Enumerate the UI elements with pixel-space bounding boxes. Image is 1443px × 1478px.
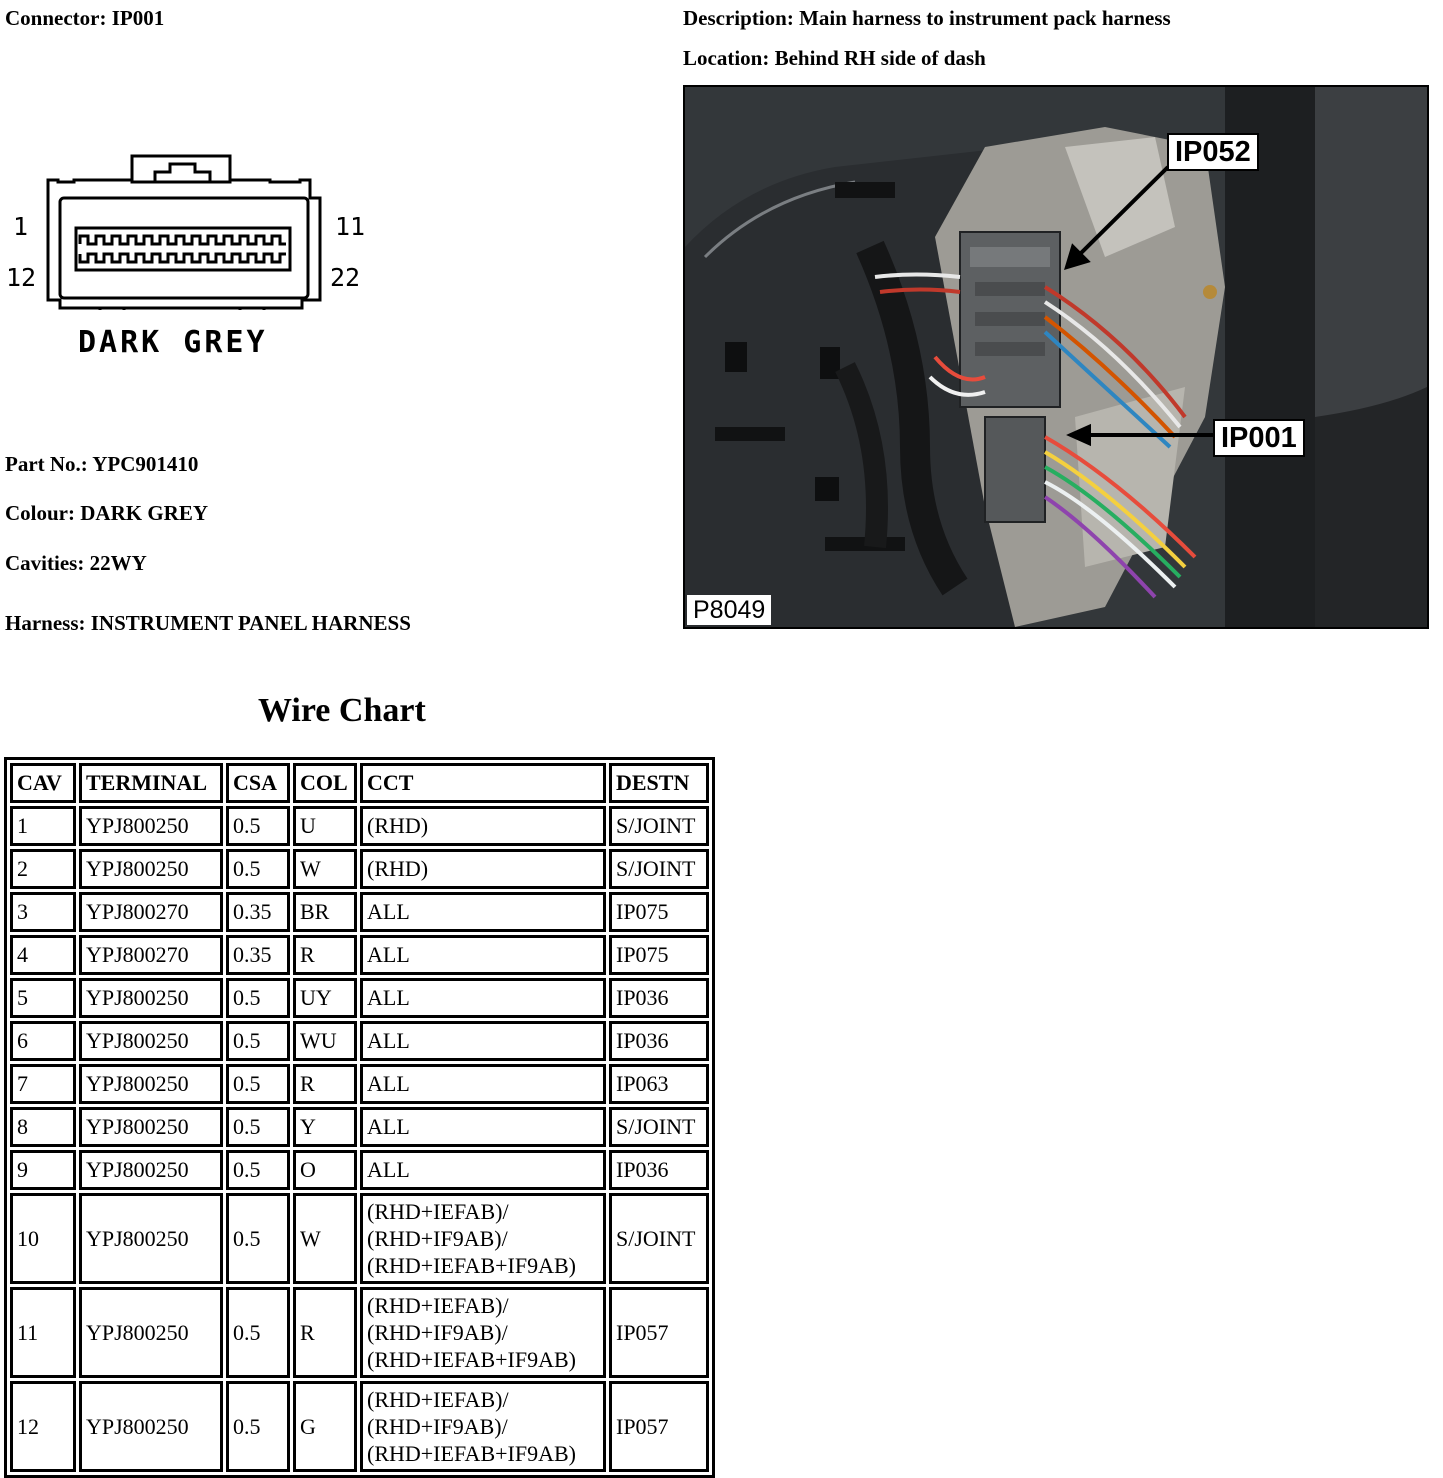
cell-terminal: YPJ800250 [79, 1064, 223, 1104]
table-row [10, 1064, 709, 1104]
table-row [10, 1193, 709, 1284]
cell-destn: S/JOINT [609, 849, 709, 889]
cell-col: UY [293, 978, 357, 1018]
table-row [10, 892, 709, 932]
table-row [10, 1150, 709, 1190]
cell-cct: (RHD+IEFAB)/ (RHD+IF9AB)/ (RHD+IEFAB+IF9AB) [360, 1287, 606, 1378]
cell-cct: (RHD) [360, 849, 606, 889]
cell-cav: 11 [10, 1287, 76, 1378]
cell-csa: 0.5 [226, 978, 290, 1018]
wire-chart-table [4, 757, 715, 1478]
cell-destn: IP036 [609, 978, 709, 1018]
cell-terminal: YPJ800270 [79, 935, 223, 975]
pin-label-top-left: 1 [13, 212, 29, 241]
cell-csa: 0.5 [226, 1064, 290, 1104]
cell-cct: (RHD) [360, 806, 606, 846]
cell-destn: IP036 [609, 1150, 709, 1190]
cell-terminal: YPJ800250 [79, 1287, 223, 1378]
cell-terminal: YPJ800250 [79, 1021, 223, 1061]
connector-description: Description: Main harness to instrument pack harness [683, 6, 1171, 30]
callout-ip001: IP001 [1213, 419, 1305, 457]
cell-col: R [293, 1287, 357, 1378]
table-row [10, 1287, 709, 1378]
connector-diagram [0, 150, 400, 380]
cell-csa: 0.5 [226, 806, 290, 846]
cell-cav: 6 [10, 1021, 76, 1061]
table-row [10, 806, 709, 846]
cell-cav: 2 [10, 849, 76, 889]
photo-reference: P8049 [687, 595, 771, 625]
table-row [10, 849, 709, 889]
cell-cct: ALL [360, 1064, 606, 1104]
pin-label-bottom-left: 12 [6, 263, 37, 292]
cell-destn: IP075 [609, 935, 709, 975]
cell-terminal: YPJ800270 [79, 892, 223, 932]
cell-cav: 12 [10, 1381, 76, 1472]
table-row [10, 978, 709, 1018]
cell-cav: 1 [10, 806, 76, 846]
header-cav: CAV [10, 763, 76, 803]
cell-cav: 8 [10, 1107, 76, 1147]
harness-field: Harness: INSTRUMENT PANEL HARNESS [5, 611, 411, 635]
cell-cct: (RHD+IEFAB)/ (RHD+IF9AB)/ (RHD+IEFAB+IF9AB) [360, 1381, 606, 1472]
cell-terminal: YPJ800250 [79, 849, 223, 889]
cell-col: BR [293, 892, 357, 932]
cell-csa: 0.5 [226, 1287, 290, 1378]
header-col: COL [293, 763, 357, 803]
photo-illustration [685, 87, 1427, 627]
connector-location: Location: Behind RH side of dash [683, 46, 986, 70]
cell-cct: (RHD+IEFAB)/ (RHD+IF9AB)/ (RHD+IEFAB+IF9AB) [360, 1193, 606, 1284]
cell-terminal: YPJ800250 [79, 978, 223, 1018]
cell-col: G [293, 1381, 357, 1472]
cell-csa: 0.5 [226, 1193, 290, 1284]
cell-col: O [293, 1150, 357, 1190]
cell-cav: 4 [10, 935, 76, 975]
part-number: Part No.: YPC901410 [5, 452, 199, 476]
cell-csa: 0.35 [226, 935, 290, 975]
table-row [10, 1107, 709, 1147]
cell-terminal: YPJ800250 [79, 1381, 223, 1472]
cell-destn: IP036 [609, 1021, 709, 1061]
cell-cct: ALL [360, 1150, 606, 1190]
cell-cct: ALL [360, 978, 606, 1018]
cell-csa: 0.5 [226, 1150, 290, 1190]
cell-cav: 10 [10, 1193, 76, 1284]
header-destn: DESTN [609, 763, 709, 803]
cell-terminal: YPJ800250 [79, 806, 223, 846]
colour-field: Colour: DARK GREY [5, 501, 208, 525]
cell-csa: 0.5 [226, 1021, 290, 1061]
cell-col: W [293, 849, 357, 889]
cell-cct: ALL [360, 935, 606, 975]
header-terminal: TERMINAL [79, 763, 223, 803]
cell-cct: ALL [360, 1021, 606, 1061]
cavities-field: Cavities: 22WY [5, 551, 147, 575]
cell-col: R [293, 935, 357, 975]
connector-label: Connector: IP001 [5, 6, 165, 30]
cell-cct: ALL [360, 1107, 606, 1147]
diagram-colour-label: DARK GREY [78, 325, 268, 360]
table-row [10, 935, 709, 975]
cell-col: W [293, 1193, 357, 1284]
cell-csa: 0.5 [226, 849, 290, 889]
cell-terminal: YPJ800250 [79, 1193, 223, 1284]
callout-ip052: IP052 [1167, 133, 1259, 171]
cell-csa: 0.5 [226, 1381, 290, 1472]
cell-col: R [293, 1064, 357, 1104]
cell-destn: S/JOINT [609, 1193, 709, 1284]
cell-destn: S/JOINT [609, 806, 709, 846]
header-csa: CSA [226, 763, 290, 803]
cell-cav: 9 [10, 1150, 76, 1190]
table-row [10, 1021, 709, 1061]
header-cct: CCT [360, 763, 606, 803]
cell-destn: IP063 [609, 1064, 709, 1104]
cell-col: Y [293, 1107, 357, 1147]
cell-terminal: YPJ800250 [79, 1150, 223, 1190]
table-row [10, 1381, 709, 1472]
pin-label-bottom-right: 22 [330, 263, 361, 292]
cell-destn: IP057 [609, 1287, 709, 1378]
cell-destn: IP075 [609, 892, 709, 932]
table-header-row [10, 763, 709, 803]
cell-col: U [293, 806, 357, 846]
cell-csa: 0.5 [226, 1107, 290, 1147]
wire-chart-title: Wire Chart [258, 692, 426, 729]
cell-col: WU [293, 1021, 357, 1061]
cell-cct: ALL [360, 892, 606, 932]
cell-cav: 7 [10, 1064, 76, 1104]
cell-cav: 5 [10, 978, 76, 1018]
cell-destn: IP057 [609, 1381, 709, 1472]
cell-csa: 0.35 [226, 892, 290, 932]
location-photo [683, 85, 1429, 629]
cell-destn: S/JOINT [609, 1107, 709, 1147]
cell-terminal: YPJ800250 [79, 1107, 223, 1147]
pin-label-top-right: 11 [335, 212, 366, 241]
cell-cav: 3 [10, 892, 76, 932]
